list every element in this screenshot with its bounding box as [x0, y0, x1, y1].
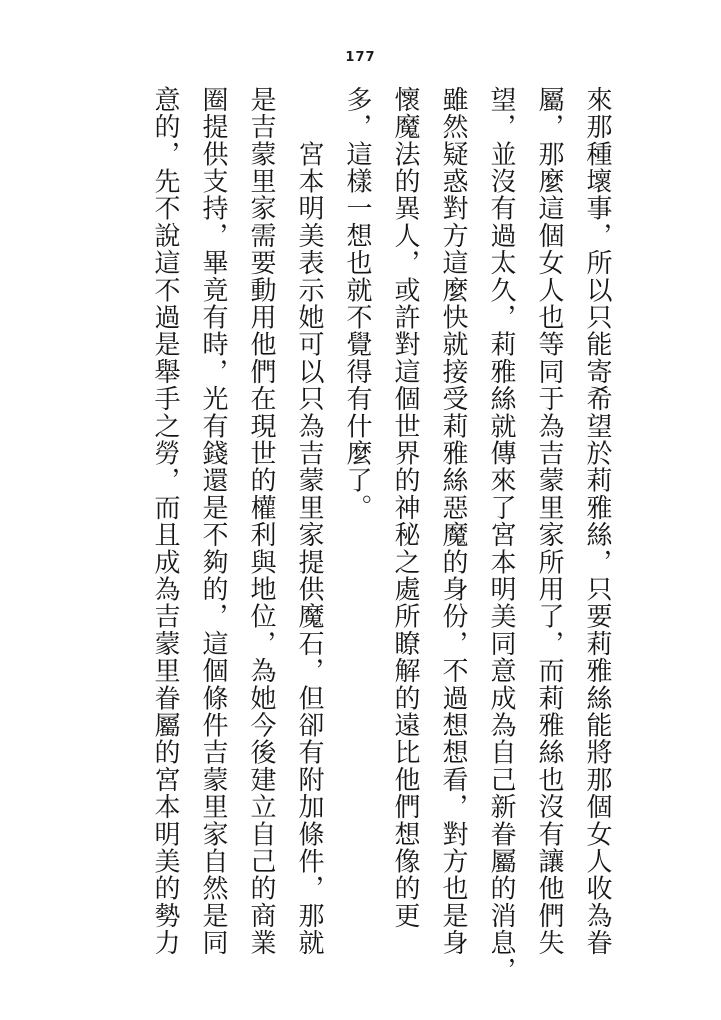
page-text: [141, 86, 621, 998]
text-column: 來那種壞事，所以只能寄希望於莉雅絲，只要莉雅絲能將那個女人收為眷: [582, 86, 612, 957]
text-column: 多，這樣一想也就不覺得有什麼了。: [342, 86, 372, 522]
page-number: 177: [345, 50, 376, 65]
text-column: 宮本明美表示她可以只為吉蒙里家提供魔石，但卻有附加條件，那就: [294, 86, 324, 957]
text-column: 望，並沒有過太久，莉雅絲就傳來了宮本明美同意成為自己新眷屬的消息，: [486, 86, 516, 984]
text-column: 雖然疑惑對方這麼快就接受莉雅絲惡魔的身份，不過想想看，對方也是身: [438, 86, 468, 957]
text-column: 是吉蒙里家需要動用他們在現世的權利與地位，為她今後建立自己的商業: [246, 86, 276, 957]
text-column: 圈提供支持，畢竟有時，光有錢還是不夠的，這個條件吉蒙里家自然是同: [198, 86, 228, 957]
text-column: 懷魔法的異人，或許對這個世界的神秘之處所瞭解的遠比他們想像的更: [390, 86, 420, 930]
text-column: 意的，先不說這不過是舉手之勞，而且成為吉蒙里眷屬的宮本明美的勢力: [150, 86, 180, 957]
text-column: 屬，那麼這個女人也等同于為吉蒙里家所用了，而莉雅絲也沒有讓他們失: [534, 86, 564, 957]
